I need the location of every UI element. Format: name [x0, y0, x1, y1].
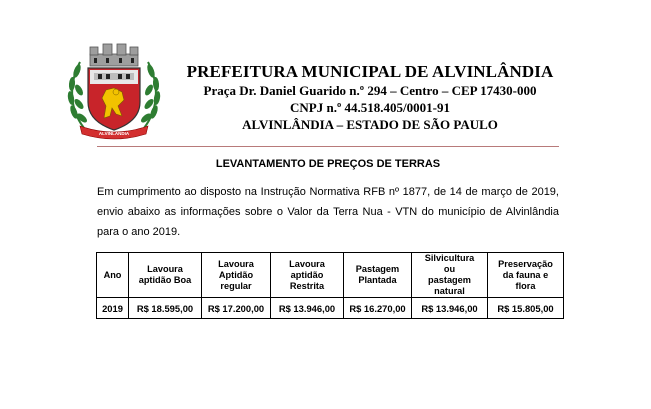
table-cell: R$ 17.200,00	[202, 298, 271, 319]
header-cell: Ano	[97, 253, 129, 298]
cnpj: CNPJ n.º 44.518.405/0001-91	[290, 100, 450, 115]
header-cell: Silvicultura ou pastagem natural	[412, 253, 488, 298]
mural-crown	[90, 44, 138, 66]
letterhead	[170, 62, 570, 133]
header-cell: Preservação da fauna e flora	[488, 253, 564, 298]
table-cell: R$ 13.946,00	[412, 298, 488, 319]
table-cell: R$ 18.595,00	[129, 298, 202, 319]
header-divider	[97, 146, 559, 147]
intro-paragraph: Em cumprimento ao disposto na Instrução Normativa RFB nº 1877, de 14 de março de 2019, envio abaixo as informações sobre o Valor da Terra Nua - VTN do município de Alvinlândia para o ano 2019.	[97, 186, 559, 238]
header-cell: Pastagem Plantada	[344, 253, 412, 298]
motto-text: ALVINLÂNDIA	[98, 131, 130, 136]
header-cell: Lavoura aptidão Boa	[129, 253, 202, 298]
header-cell: Lavoura aptidão Restrita	[271, 253, 344, 298]
table-cell: R$ 15.805,00	[488, 298, 564, 319]
table-cell: R$ 16.270,00	[344, 298, 412, 319]
table-cell: R$ 13.946,00	[271, 298, 344, 319]
land-price-table	[96, 252, 564, 319]
address: Praça Dr. Daniel Guarido n.º 294 – Centro – CEP 17430-000	[203, 83, 537, 98]
org-name: PREFEITURA MUNICIPAL DE ALVINLÂNDIA	[186, 62, 554, 81]
table-header-row	[97, 253, 564, 298]
city-state: ALVINLÂNDIA – ESTADO DE SÃO PAULO	[242, 117, 498, 132]
table-row	[97, 298, 564, 319]
coat-of-arms-icon	[60, 40, 168, 140]
document-title: LEVANTAMENTO DE PREÇOS DE TERRAS	[215, 158, 441, 170]
table-cell: 2019	[97, 298, 129, 319]
header-cell: Lavoura Aptidão regular	[202, 253, 271, 298]
